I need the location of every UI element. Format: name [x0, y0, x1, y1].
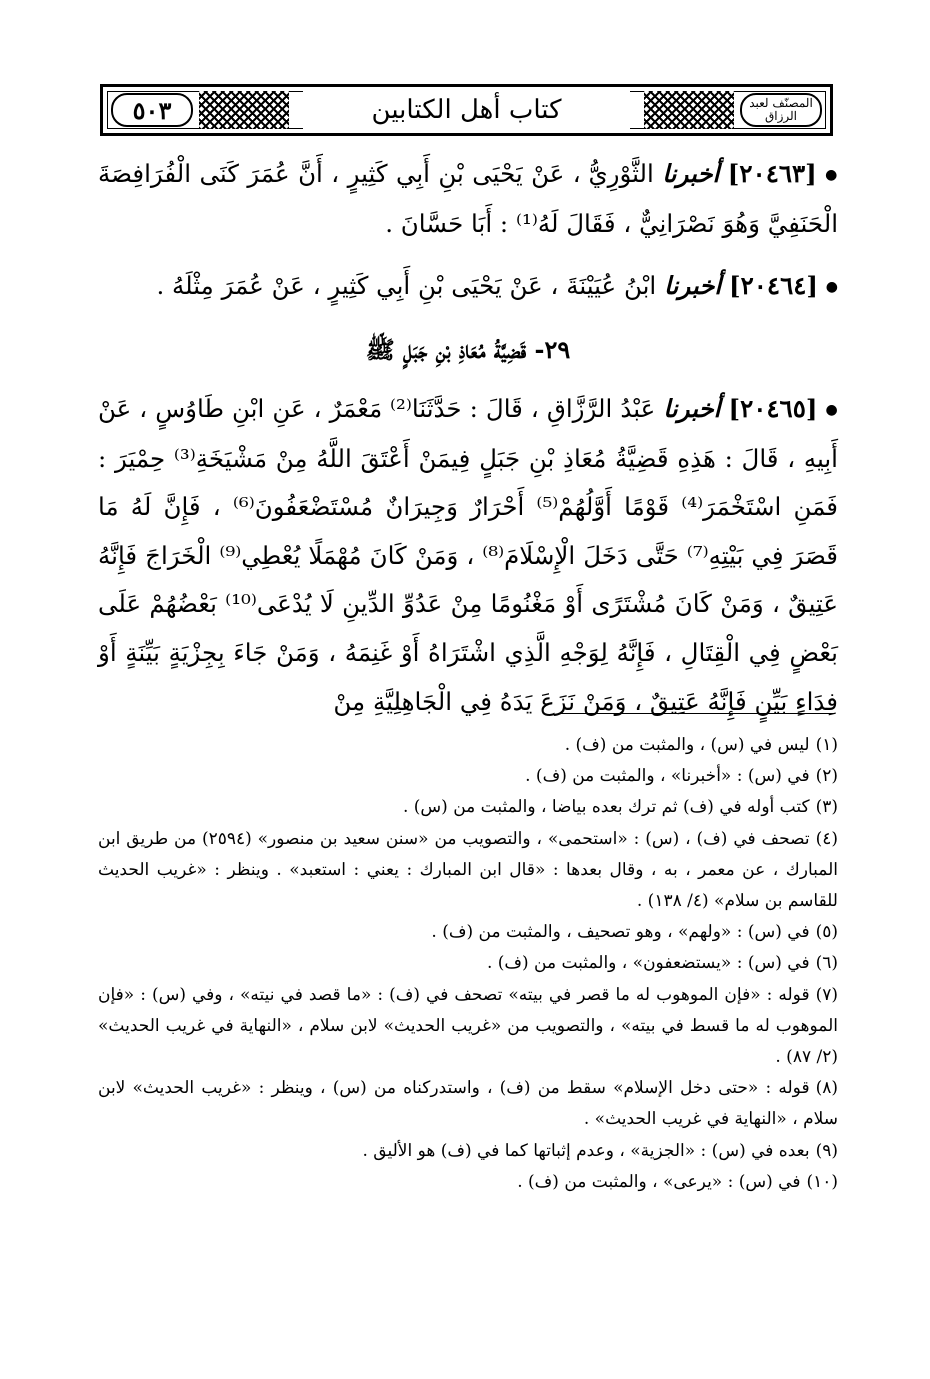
hadith-text: عَبْدُ الرَّزَّاقِ ، قَالَ : حَدَّثَنَا⁽²⁾ مَعْمَرٌ ، عَنِ ابْنِ طَاوُسٍ ، عَنْ أَبِيهِ ، قَالَ : هَذِهِ قَضِيَّةُ مُعَاذِ بْنِ جَبَلٍ فِيمَنْ أَعْتَقَ اللَّهُ مِنْ مَشْيَخَةِ⁽³⁾ حِمْيَرَ : فَمَنِ اسْتَخْمَرَ⁽⁴⁾ قَوْمًا أَوَّلُهُمْ⁽⁵⁾ أَحْرَارٌ وَجِيرَانٌ مُسْتَضْعَفُونَ⁽⁶⁾ ، فَإِنَّ لَهُ مَا قَصَرَ فِي بَيْتِهِ⁽⁷⁾ حَتَّى دَخَلَ الْإِسْلَامَ⁽⁸⁾ ، وَمَنْ كَانَ مُهْمَلًا يُعْطِي⁽⁹⁾ الْخَرَاجَ فَإِنَّهُ عَتِيقٌ ، وَمَنْ كَانَ مُشْتَرًى أَوْ مَغْنُومًا مِنْ عَدُوِّ الدِّينِ لَا يُدْعَى⁽¹⁰⁾ بَعْضُهُمْ عَلَى بَعْضٍ فِي الْقِتَالِ ، فَإِنَّهُ لِوَجْهِ الَّذِي اشْتَرَاهُ أَوْ غَنِمَهُ ، وَمَنْ جَاءَ بِجِزْيَةٍ بَيِّنَةٍ أَوْ فِدَاءٍ بَيِّنٍ فَإِنَّهُ عَتِيقٌ ، وَمَنْ نَزَعَ يَدَهُ فِي الْجَاهِلِيَّةِ مِنْ: [98, 393, 839, 716]
section-heading: ٢٩- قَضِيَّةُ مُعَاذِ بْنِ جَبَلٍ ﷺ: [365, 335, 571, 365]
footnote: [98, 917, 838, 948]
hadith-text: الثَّوْرِيُّ ، عَنْ يَحْيَى بْنِ أَبِي كَثِيرٍ ، أَنَّ عُمَرَ كَنَى الْفُرَافِصَةَ الْحَنَفِيَّ وَهُوَ نَصْرَانِيٌّ ، فَقَالَ لَهُ⁽¹⁾ : أَبَا حَسَّانَ .: [98, 159, 838, 238]
footnote: [98, 792, 838, 823]
footnote-separator: [560, 713, 835, 714]
footnote-text: ليس في (س) ، والمثبت من (ف) .: [564, 735, 810, 755]
footnote: [98, 730, 838, 761]
main-text: [98, 150, 838, 740]
header-ornament-right: [644, 91, 734, 129]
footnote-text: قوله : «حتى دخل الإسلام» سقط من (ف) ، واستدركناه من (س) ، وينظر : «غريب الحديث» لابن سلام ، «النهاية في غريب الحديث» .: [98, 1078, 838, 1130]
akhbarana-label: أخبرنا: [664, 271, 722, 301]
footnote: [98, 980, 838, 1074]
footnote-number: (٨): [815, 1078, 838, 1099]
book-title: كتاب أهل الكتابين: [303, 91, 630, 129]
footnote: [98, 761, 838, 792]
footnote: [98, 948, 838, 979]
footnote: [98, 824, 838, 918]
page-number: ٥٠٣: [111, 93, 193, 127]
footnote-number: (٦): [815, 953, 838, 974]
akhbarana-label: أخبرنا: [662, 159, 720, 188]
hadith-20463: [98, 150, 838, 248]
footnote-number: (٥): [815, 922, 838, 943]
header-ornament-left: [199, 91, 289, 129]
akhbarana-label: أخبرنا: [663, 393, 721, 423]
footnote-text: تصحف في (ف) ، (س) : «استحمى» ، والتصويب من «سنن سعيد بن منصور» (٢٥٩٤) من طريق ابن المبارك ، عن معمر ، به ، وقال بعدها : «قال ابن المبارك : يعني : استعبد» . وينظر : «غريب الحديث للقاسم بن سلام» (٤/ ١٣٨) .: [98, 828, 838, 912]
footnote-number: (٧): [815, 984, 838, 1005]
footnote-text: قوله : «فإن الموهوب له ما قصر في بيته» تصحف في (ف) : «ما قصد في نيته» ، وفي (س) : «فإن الموهوب له ما قسط في بيته» ، والتصويب من «غريب الحديث» لابن سلام ، «النهاية في غريب الحديث» (٢/ ٨٧) .: [98, 984, 838, 1068]
footnote-number: (١): [815, 735, 838, 755]
footnote-number: (١٠): [806, 1171, 838, 1192]
hadith-20465: [98, 385, 838, 726]
footnote-text: في (س) : «يرعى» ، والمثبت من (ف) .: [517, 1171, 801, 1192]
footnote-text: في (س) : «أخبرنا» ، والمثبت من (ف) .: [525, 766, 810, 787]
footnote-number: (٤): [815, 828, 838, 849]
footnote: [98, 1167, 838, 1198]
bullet-icon: ●: [825, 279, 838, 296]
bullet-icon: ●: [825, 167, 839, 184]
footnote: [98, 1073, 838, 1135]
footnote-text: بعده في (س) : «الجزية» ، وعدم إثباتها كما في (ف) هو الأليق .: [362, 1140, 810, 1161]
footnotes: [98, 730, 838, 1198]
hadith-text: ابْنُ عُيَيْنَةَ ، عَنْ يَحْيَى بْنِ أَبِي كَثِيرٍ ، عَنْ عُمَرَ مِثْلَهُ .: [156, 271, 657, 301]
hadith-20464: [98, 262, 838, 312]
footnote-text: في (س) : «يستضعفون» ، والمثبت من (ف) .: [486, 953, 810, 974]
footnote-number: (٢): [815, 766, 838, 787]
hadith-number: [٢٠٤٦٤]: [729, 271, 818, 301]
book-logo: المصنّف لعبد الرزاق: [740, 93, 822, 127]
page-header: [100, 84, 833, 136]
bullet-icon: ●: [825, 401, 838, 418]
footnote-text: في (س) : «ولهم» ، وهو تصحيف ، والمثبت من (ف) .: [431, 922, 810, 943]
hadith-number: [٢٠٤٦٥]: [728, 393, 818, 423]
footnote-number: (٩): [815, 1140, 838, 1161]
hadith-number: [٢٠٤٦٣]: [727, 159, 817, 188]
footnote-text: كتب أوله في (ف) ثم ترك بعده بياضا ، والمثبت من (س) .: [402, 797, 810, 818]
footnote: [98, 1136, 838, 1167]
footnote-number: (٣): [815, 797, 838, 818]
